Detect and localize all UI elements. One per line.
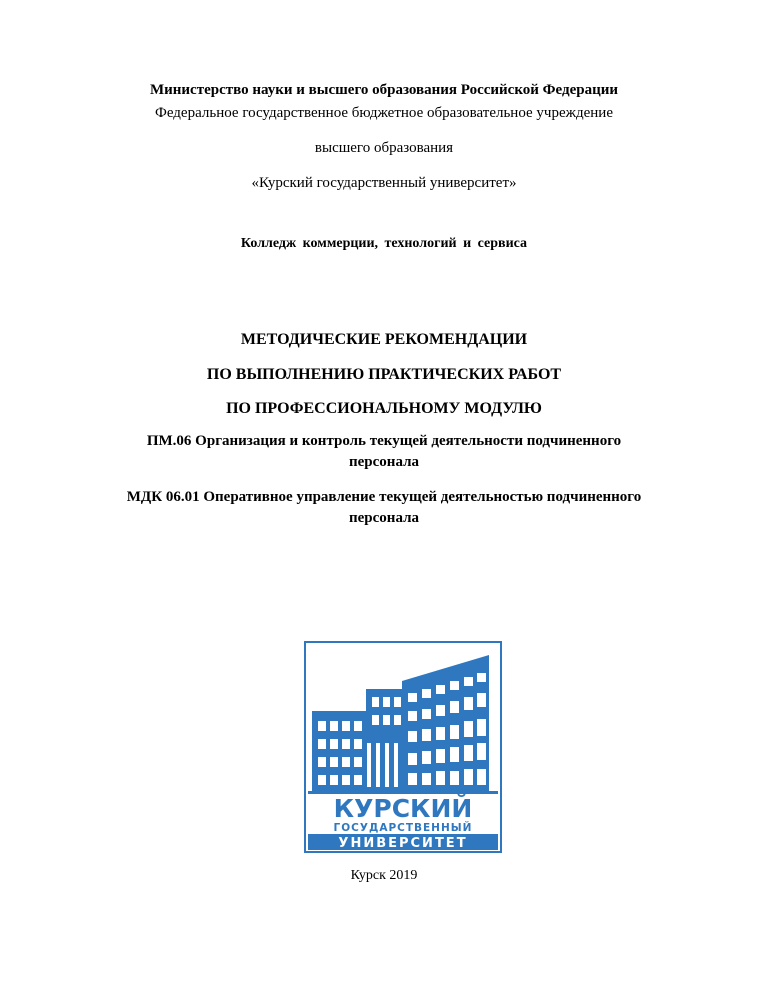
university-name-line: «Курский государственный университет» xyxy=(251,175,517,191)
ministry-line: Министерство науки и высшего образования Российской Федерации xyxy=(149,82,619,98)
pm-module-line-2: персонала xyxy=(349,454,419,470)
education-level-line: высшего образования xyxy=(314,140,454,156)
logo-word-universitet: УНИВЕРСИТЕТ xyxy=(338,836,468,851)
mdk-line-1: МДК 06.01 Оперативное управление текущей деятельностью подчиненного xyxy=(126,489,642,505)
document-title-line-2: ПО ВЫПОЛНЕНИЮ ПРАКТИЧЕСКИХ РАБОТ xyxy=(206,366,562,383)
logo-word-kursky: КУРСКИЙ xyxy=(333,794,473,823)
document-title-line-3: ПО ПРОФЕССИОНАЛЬНОМУ МОДУЛЮ xyxy=(226,400,542,417)
document-title-line-1: МЕТОДИЧЕСКИЕ РЕКОМЕНДАЦИИ xyxy=(240,331,528,348)
mdk-line-2: персонала xyxy=(349,510,419,526)
place-and-year: Курск 2019 xyxy=(350,868,418,883)
pm-module-line-1: ПМ.06 Организация и контроль текущей деятельности подчиненного xyxy=(146,433,622,449)
logo-word-gosudarstvenny: ГОСУДАРСТВЕННЫЙ xyxy=(333,822,473,834)
college-name: Колледж коммерции, технологий и сервиса xyxy=(240,236,528,251)
institution-type-line: Федеральное государственное бюджетное образовательное учреждение xyxy=(154,105,613,121)
university-logo xyxy=(304,641,502,853)
